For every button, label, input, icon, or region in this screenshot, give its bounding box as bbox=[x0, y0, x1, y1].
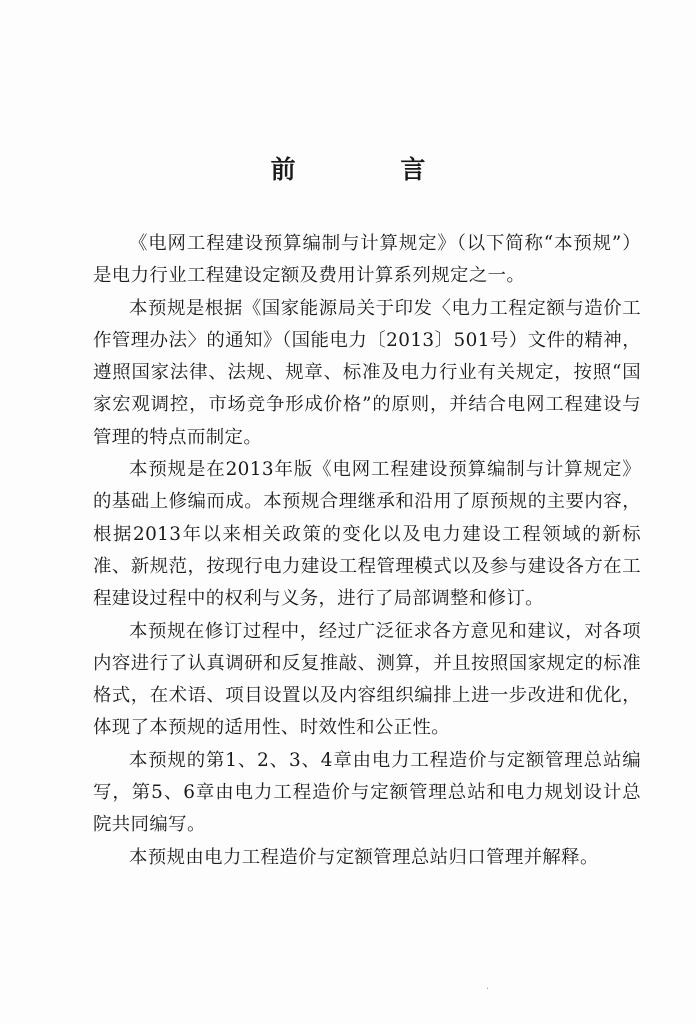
paragraph-5: 本预规的第1、2、3、4章由电力工程造价与定额管理总站编写，第5、6章由电力工程造价与定额管理总站和电力规划设计总院共同编写。 bbox=[93, 749, 641, 836]
footer-mark: · bbox=[486, 984, 490, 995]
preface-body bbox=[93, 228, 641, 874]
paragraph-4: 本预规在修订过程中，经过广泛征求各方意见和建议，对各项内容进行了认真调研和反复推敲、测算，并且按照国家规定的标准格式，在术语、项目设置以及内容组织编排上进一步改进和优化，体现了本预规的适用性、时效性和公正性。 bbox=[93, 620, 641, 739]
paragraph-1: 《电网工程建设预算编制与计算规定》（以下简称“本预规”）是电力行业工程建设定额及费用计算系列规定之一。 bbox=[93, 233, 641, 287]
paragraph-3: 本预规是在2013年版《电网工程建设预算编制与计算规定》的基础上修编而成。本预规合理继承和沿用了原预规的主要内容，根据2013年以来相关政策的变化以及电力建设工程领域的新标准、新规范，按现行电力建设工程管理模式以及参与建设各方在工程建设过程中的权利与义务，进行了局部调整和修订。 bbox=[93, 459, 641, 610]
paragraph-6: 本预规由电力工程造价与定额管理总站归口管理并解释。 bbox=[129, 846, 599, 868]
paragraph-2: 本预规是根据《国家能源局关于印发〈电力工程定额与造价工作管理办法〉的通知》（国能电力〔2013〕501号）文件的精神，遵照国家法律、法规、规章、标准及电力行业有关规定，按照“国家宏观调控，市场竞争形成价格”的原则，并结合电网工程建设与管理的特点而制定。 bbox=[93, 297, 641, 448]
page-title: 前 言 bbox=[270, 155, 474, 184]
